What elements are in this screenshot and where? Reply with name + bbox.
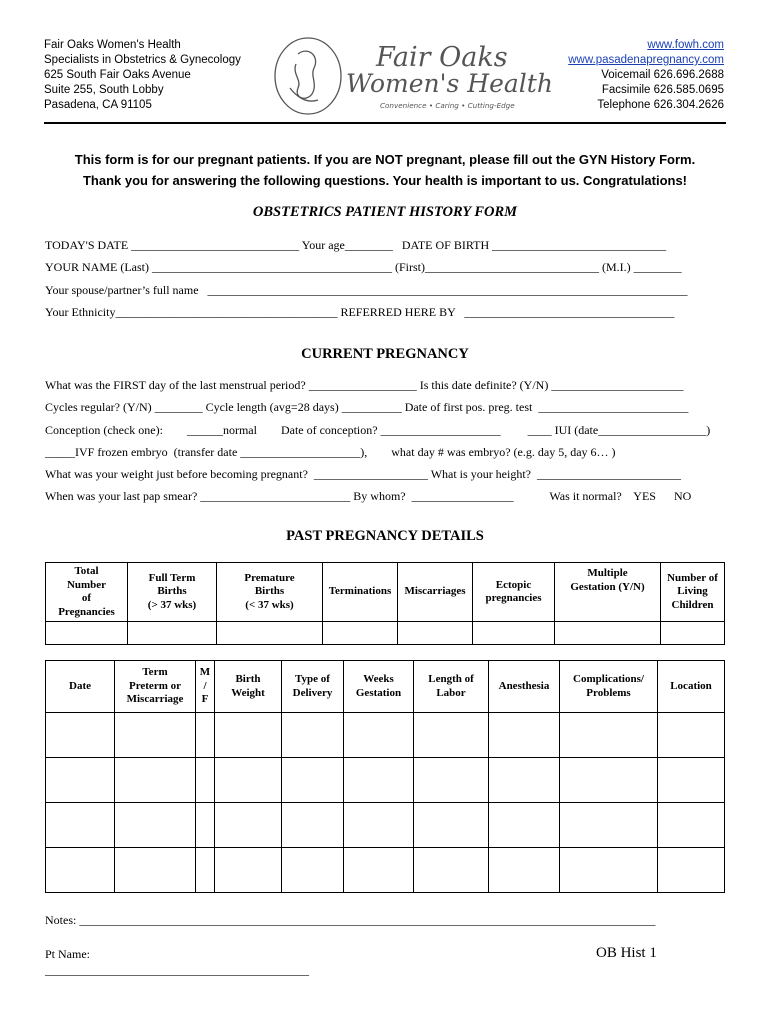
patient-name-row[interactable]: YOUR NAME (Last) ________________________________________ (First)_____________________________ (M.I.) ________ [45,260,682,274]
term-cell[interactable] [115,803,196,848]
labor-cell[interactable] [414,803,489,848]
weight-height-row[interactable]: What was your weight just before becoming pregnant? ___________________ What is your height? ________________________ [45,467,682,481]
svg-text:Convenience • Caring • Cut: Convenience • Caring • Cutting-Edge [380,101,515,110]
form-title: OBSTETRICS PATIENT HISTORY FORM [252,204,518,220]
complications-cell[interactable] [560,848,658,893]
weight-cell[interactable] [215,758,282,803]
practice-name: Fair Oaks Women's Health [44,39,181,51]
conception-row[interactable]: Conception (check one): ______normal Date of conception? ____________________ ____ IUI (date__________________) [45,423,711,437]
anesthesia-cell[interactable] [489,848,560,893]
sex-cell[interactable] [196,758,215,803]
header-date: Date [46,661,115,713]
term-cell[interactable] [115,758,196,803]
header-complications: Complications/ Problems [560,661,658,713]
header-full-term-births: Full Term Births (> 37 wks) [128,563,217,622]
details-row[interactable] [46,803,725,848]
fax-number: Facsimile 626.585.0695 [601,84,724,96]
header-anesthesia: Anesthesia [489,661,560,713]
premature-births-cell[interactable] [217,622,323,645]
address-city: Pasadena, CA 91105 [44,99,152,111]
living-children-cell[interactable] [661,622,725,645]
date-cell[interactable] [46,713,115,758]
svg-text:Fair Oaks: Fair Oaks [376,42,508,73]
pt-name-field[interactable]: ____________________________________________ [45,963,309,977]
anesthesia-cell[interactable] [489,803,560,848]
header-ectopic-pregnancies: Ectopic pregnancies [473,563,555,622]
labor-cell[interactable] [414,848,489,893]
weight-cell[interactable] [215,848,282,893]
gestation-cell[interactable] [344,758,414,803]
pregnancy-website-link[interactable]: www.pasadenapregnancy.com [568,54,724,66]
contact-block [568,38,724,113]
address-line-2: Suite 255, South Lobby [44,84,164,96]
notes-field[interactable]: Notes: ________________________________________________________________________________________________ [45,913,656,927]
header-sex: M / F [196,661,215,713]
header-labor-length: Length of Labor [414,661,489,713]
location-cell[interactable] [658,803,725,848]
location-cell[interactable] [658,848,725,893]
spouse-name-row[interactable]: Your spouse/partner’s full name ________________________________________________________________________________ [45,283,688,297]
miscarriages-cell[interactable] [398,622,473,645]
header-divider [44,122,726,124]
header-birth-weight: Birth Weight [215,661,282,713]
details-header-row [46,661,725,713]
practice-address-block [44,38,241,113]
ivf-row[interactable]: _____IVF frozen embryo (transfer date ____________________), what day # was embryo? (e.g. day 5, day 6… ) [45,445,616,459]
address-line-1: 625 South Fair Oaks Avenue [44,69,191,81]
anesthesia-cell[interactable] [489,713,560,758]
pregnancy-summary-table [45,562,725,645]
practice-logo [268,36,553,118]
details-row[interactable] [46,758,725,803]
pap-smear-row[interactable]: When was your last pap smear? _________________________ By whom? _________________ Was it normal? YES NO [45,489,692,503]
form-id: OB Hist 1 [596,945,657,961]
practice-specialty: Specialists in Obstetrics & Gynecology [44,54,241,66]
header-premature-births: Premature Births (< 37 wks) [217,563,323,622]
total-pregnancies-cell[interactable] [46,622,128,645]
telephone-number: Telephone 626.304.2626 [597,99,724,111]
term-cell[interactable] [115,848,196,893]
sex-cell[interactable] [196,713,215,758]
header-total-pregnancies: Total Number of Pregnancies [46,563,128,622]
intro-line-1: This form is for our pregnant patients. If you are NOT pregnant, please fill out the GYN History Form. [74,152,696,167]
details-row[interactable] [46,848,725,893]
ectopic-cell[interactable] [473,622,555,645]
lmp-row[interactable]: What was the FIRST day of the last menstrual period? __________________ Is this date definite? (Y/N) ______________________ [45,378,684,392]
voicemail-number: Voicemail 626.696.2688 [601,69,724,81]
header-weeks-gestation: Weeks Gestation [344,661,414,713]
full-term-births-cell[interactable] [128,622,217,645]
date-cell[interactable] [46,848,115,893]
anesthesia-cell[interactable] [489,758,560,803]
labor-cell[interactable] [414,758,489,803]
delivery-cell[interactable] [282,848,344,893]
weight-cell[interactable] [215,713,282,758]
cycles-row[interactable]: Cycles regular? (Y/N) ________ Cycle length (avg=28 days) __________ Date of first pos. preg. test _________________________ [45,400,689,414]
multiple-gestation-cell[interactable] [555,622,661,645]
date-cell[interactable] [46,758,115,803]
header-living-children: Number of Living Children [661,563,725,622]
complications-cell[interactable] [560,758,658,803]
delivery-cell[interactable] [282,803,344,848]
header-terminations: Terminations [323,563,398,622]
sex-cell[interactable] [196,848,215,893]
date-cell[interactable] [46,803,115,848]
summary-header-row [46,563,725,622]
current-pregnancy-title: CURRENT PREGNANCY [301,346,469,362]
gestation-cell[interactable] [344,713,414,758]
complications-cell[interactable] [560,803,658,848]
pregnancy-details-table [45,660,725,893]
header-multiple-gestation: Multiple Gestation (Y/N) [555,563,661,622]
delivery-cell[interactable] [282,713,344,758]
gestation-cell[interactable] [344,803,414,848]
weight-cell[interactable] [215,803,282,848]
location-cell[interactable] [658,713,725,758]
labor-cell[interactable] [414,713,489,758]
header-term-type: Term Preterm or Miscarriage [115,661,196,713]
website-link[interactable]: www.fowh.com [647,39,724,51]
ethnicity-row[interactable]: Your Ethnicity_____________________________________ REFERRED HERE BY ___________________________________ [45,305,675,319]
header-location: Location [658,661,725,713]
svg-text:Women's Health: Women's Health [346,69,553,98]
location-cell[interactable] [658,758,725,803]
pt-name-label: Pt Name: [45,947,90,961]
delivery-cell[interactable] [282,758,344,803]
header-miscarriages: Miscarriages [398,563,473,622]
intro-line-2: Thank you for answering the following questions. Your health is important to us. Congratulations! [82,173,688,188]
todays-date-row[interactable]: TODAY'S DATE ____________________________ Your age________ DATE OF BIRTH _____________________________ [45,238,667,252]
terminations-cell[interactable] [323,622,398,645]
sex-cell[interactable] [196,803,215,848]
header-delivery-type: Type of Delivery [282,661,344,713]
details-row[interactable] [46,713,725,758]
summary-entry-row[interactable] [46,622,725,645]
term-cell[interactable] [115,713,196,758]
complications-cell[interactable] [560,713,658,758]
gestation-cell[interactable] [344,848,414,893]
past-pregnancy-title: PAST PREGNANCY DETAILS [286,528,484,544]
